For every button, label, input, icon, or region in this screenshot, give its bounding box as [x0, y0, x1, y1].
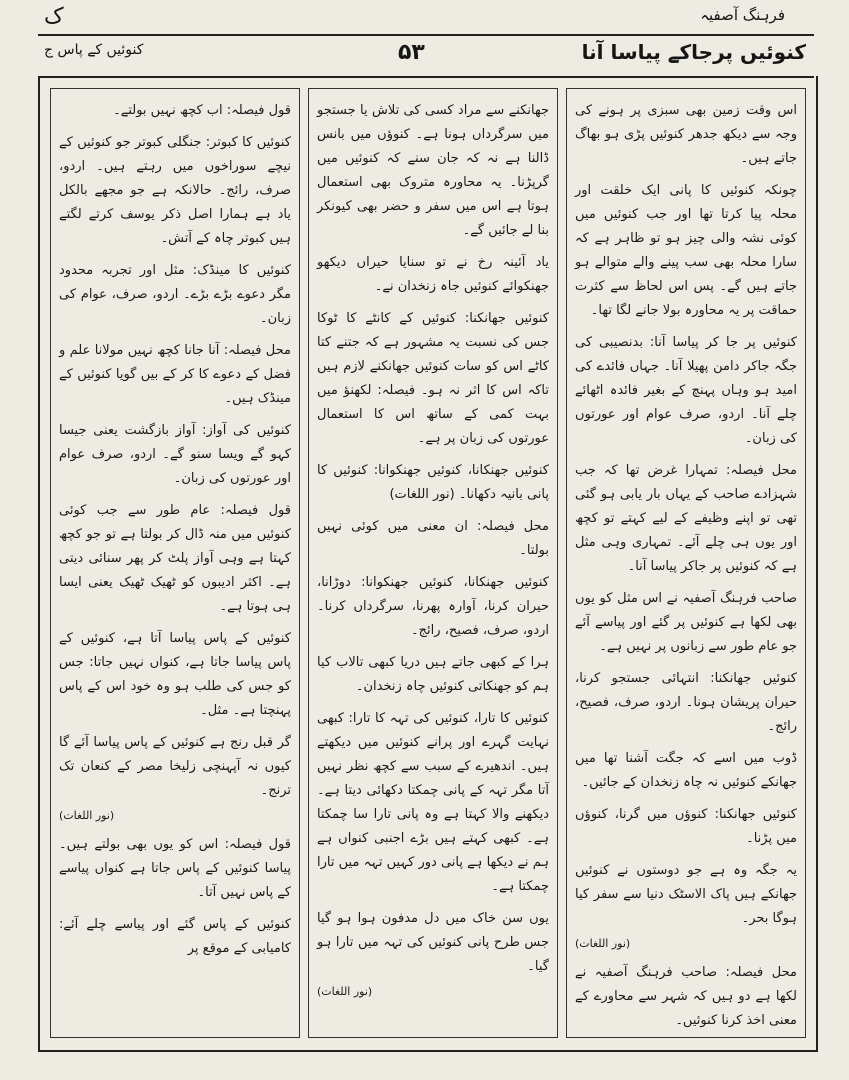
paragraph: محل فیصلہ: تمہارا غرض تھا کہ جب شہزادے صاحب کے یہاں بار یابی ہو گئی تھی تو اپنے وظیفے کے لیے کہتے تو کچھ اور یوں ہی چلے آئے۔ تمہاری وہی مثل ہے کہ کنوئیں پر جاکر پیاسا آنا۔ — [575, 463, 797, 574]
paragraph: محل فیصلہ: صاحب فرہنگ آصفیہ نے لکھا ہے دو ہیں کہ شہر سے محاورے کے معنی اخذ کرنا کنوئیں۔ — [575, 965, 797, 1028]
header-right-entry: کنوئیں پرجاکے پیاسا آنا — [581, 40, 806, 64]
entry-paragraph: کنوئیں کے پاس پیاسا آتا ہے، کنوئیں کے پاس پیاسا جاتا ہے، کنواں نہیں جاتا: جس کو جس کی طلب ہو وہ خود اس کے پاس پہنچتا ہے۔ مثل۔ — [59, 631, 291, 718]
entry-paragraph: کنوئیں کا تارا، کنوئیں کی تہہ کا تارا: کبھی نہایت گہرے اور پرانے کنوئیں میں دیکھتے ہیں۔ اندھیرے کے سبب سے کچھ نظر نہیں آتا مگر تہہ کے پانی چمکتا دکھائی دیتا ہے۔ دیکھنے والا کہتا ہے وہ پانی تارا سا چمکتا ہے۔ کبھی کہتے ہیں بڑے اجنبی کنواں ہے ہم نے دیکھا ہے پانی دور کہیں تہہ میں تارا چمکتا ہے۔ — [317, 711, 549, 894]
paragraph: صاحب فرہنگ آصفیہ نے اس مثل کو یوں بھی لکھا ہے کنوئیں پر گئے اور پیاسے آئے جو عام طور سے زبانوں پر نہیں ہے۔ — [575, 591, 797, 654]
paragraph: قول فیصلہ: اس کو یوں بھی بولتے ہیں۔ پیاسا کنوئیں کے پاس جاتا ہے کنواں پیاسے کے پاس نہیں آتا۔ — [59, 837, 291, 900]
entry-paragraph: کنوئیں جھانکنا: انتہائی جستجو کرنا، حیران پریشان ہونا۔ اردو، صرف، فصیح، رائج۔ — [575, 671, 797, 734]
paragraph: محل فیصلہ: آنا جانا کچھ نہیں مولانا علم و فضل کے دعوے کا کر کے بیں گویا کنوئیں کے مینڈک ہیں۔ — [59, 343, 291, 406]
paragraph: محل فیصلہ: ان معنی میں کوئی نہیں بولتا۔ — [317, 519, 549, 558]
entry-paragraph: کنوئیں پر جا کر پیاسا آنا: بدنصیبی کی جگہ جاکر دامن پھیلا آنا۔ جہاں فائدے کی امید ہو وہاں پہنچ کے بغیر فائدہ اٹھائے چلے آنا۔ اردو، صرف عوام اور عورتوں کی زبان۔ — [575, 335, 797, 446]
paragraph: جھانکنے سے مراد کسی کی تلاش یا جستجو میں سرگرداں ہونا ہے۔ کنوؤں میں بانس ڈالنا ہے نہ کہ جان سنے کہ کنوئیں میں گرپڑنا۔ یہ محاورہ متروک بھی استعمال ہوتا ہے اس میں سفر و حضر بھی کیونکر بنا لے جائیں گے۔ — [317, 103, 549, 238]
verse: ہرا کے کبھی جاتے ہیں دریا کبھی تالاب کیا ہم کو جھنکاتی کنوئیں چاہ زنخدان۔ — [317, 655, 549, 694]
paragraph: چونکہ کنوئیں کا پانی ایک خلقت اور محلہ پیا کرتا تھا اور جب کنوئیں میں کوئی نشہ والی چیز ہو تو ظاہر ہے کہ سارا محلہ بھی سب پینے والے متوالے ہو جاتے ہیں گے۔ پس اس لحاظ سے کثرت حماقت پر یہ محاورہ بولا جانے لگا تھا۔ — [575, 183, 797, 318]
book-title-note: فرہنگ آصفیہ — [700, 6, 785, 24]
entry-paragraph: کنوئیں کی آواز: آواز بازگشت یعنی جیسا کہو گے ویسا سنو گے۔ اردو، صرف عوام اور عورتوں کی زبان۔ — [59, 423, 291, 486]
verse: یاد آئینہ رخ نے تو سنایا حیراں دیکھو جھنکوائے کنوئیں جاہ زنخدان نے۔ — [317, 255, 549, 294]
header-left-entry: کنوئیں کے پاس ج — [44, 42, 144, 58]
corner-letter: ک — [44, 4, 64, 29]
entry-paragraph: کنوئیں جھانکنا: کنوؤں میں گرنا، کنوؤں میں پڑنا۔ — [575, 807, 797, 846]
verse: یہ جگہ وہ ہے جو دوستوں نے کنوئیں جھانکے ہیں پاک الاسٹک دنیا سے سفر کیا ہوگا بحر۔ — [575, 863, 797, 926]
entry-paragraph: کنوئیں کا کبوتر: جنگلی کبوتر جو کنوئیں کے نیچے سوراخوں میں رہتے ہیں۔ اردو، صرف، رائج۔ حالانکہ ہے جو مجھے بالکل یاد ہے ہمارا اصل ذکر یوسف کرتے لگتے ہیں کبوتر چاہ کے آتش۔ — [59, 135, 291, 246]
paragraph: اس وقت زمین بھی سبزی پر ہونے کی وجہ سے دیکھ جدھر کنوئیں پڑی ہو بھاگ جاتے ہیں۔ — [575, 103, 797, 166]
entry-paragraph: کنوئیں کے پاس گئے اور پیاسے چلے آئے: کامیابی کے موقع پر — [59, 917, 291, 956]
column-middle — [308, 88, 558, 1038]
source-citation: (نور اللغات) — [575, 937, 631, 950]
entry-paragraph: کنوئیں جھانکنا: کنوئیں کے کانٹے کا ٹوکا جس کی نسبت یہ مشہور ہے کہ جتنے کتا کاٹے اس کو سات کنوئیں جھانکنے لازم ہیں تاکہ اس کا اثر نہ ہو۔ فیصلہ: لکھنؤ میں بہت کمی کے ساتھ اس کا استعمال عورتوں کی زبان پر ہے۔ — [317, 311, 549, 446]
column-right — [566, 88, 806, 1038]
paragraph: قول فیصلہ: اب کچھ نہیں بولتے۔ — [113, 103, 291, 118]
page-number: ۵۳ — [398, 40, 425, 65]
verse: یوں سن خاک میں دل مدفون ہوا ہو گیا جس طرح پانی کنوئیں کی تہہ میں تارا ہو گیا۔ — [317, 911, 549, 974]
entry-paragraph: کنوئیں کا مینڈک: مثل اور تجربہ محدود مگر دعوے بڑے بڑے۔ اردو، صرف، عوام کی زبان۔ — [59, 263, 291, 326]
verse: گر قبل رنج ہے کنوئیں کے پاس پیاسا آئے گا کیوں نہ آپہنچی زلیخا مصر کے کنعان تک ترنج۔ — [59, 735, 291, 798]
entry-paragraph: کنوئیں جھنکانا، کنوئیں جھنکوانا: کنوئیں کا پانی بانیہ دکھانا۔ (نور اللغات) — [317, 463, 549, 502]
page-header — [38, 34, 814, 78]
content-frame — [38, 76, 818, 1052]
entry-paragraph: کنوئیں جھنکانا، کنوئیں جھنکوانا: دوڑانا، حیران کرنا، آوارہ پھرنا، سرگرداں کرنا۔ اردو، صرف، فصیح، رائج۔ — [317, 575, 549, 638]
source-citation: (نور اللغات) — [317, 985, 373, 998]
paragraph: قول فیصلہ: عام طور سے جب کوئی کنوئیں میں منہ ڈال کر بولتا ہے تو جو کچھ کہتا ہے وہی آواز پلٹ کر پھر سنائی دیتی ہے۔ اکثر ادیبوں کو ٹھیک ٹھیک یعنی ایسا ہی ہوتا ہے۔ — [59, 503, 291, 614]
column-left — [50, 88, 300, 1038]
verse: ڈوب میں اسے کہ جگت آشنا تھا میں جھانکے کنوئیں نہ چاہ زنخدان کے جائیں۔ — [575, 751, 797, 790]
source-citation: (نور اللغات) — [59, 809, 115, 822]
